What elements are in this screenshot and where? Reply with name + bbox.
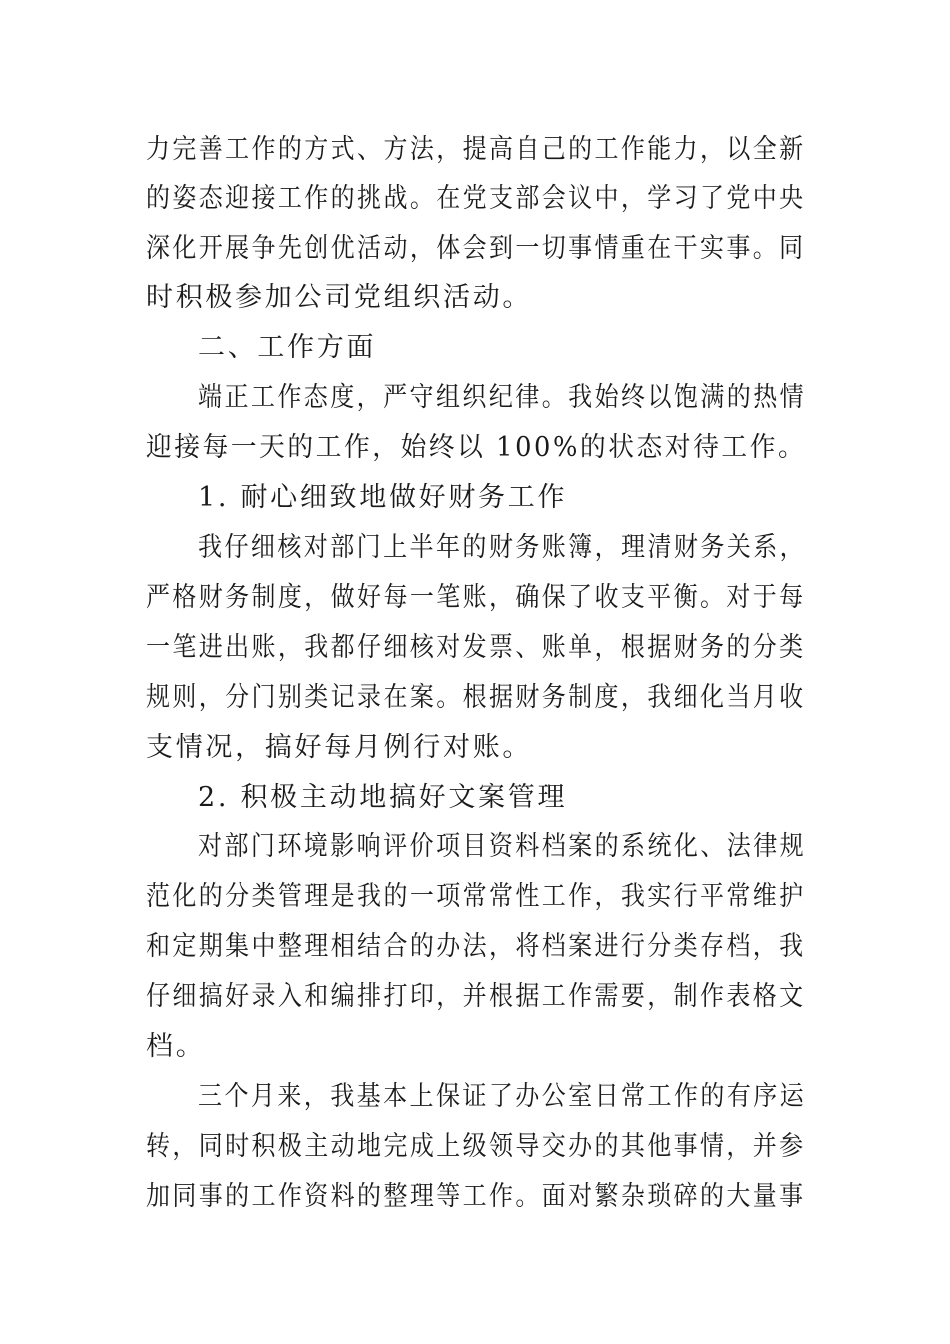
body-text-line: 加同事的工作资料的整理等工作。面对繁杂琐碎的大量事 — [146, 1181, 806, 1212]
body-text-line: 三个月来，我基本上保证了办公室日常工作的有序运 — [198, 1081, 807, 1112]
body-text-line: 力完善工作的方式、方法，提高自己的工作能力，以全新 — [146, 134, 806, 165]
body-text-line: 支情况，搞好每月例行对账。 — [146, 732, 533, 763]
subsection-heading: 2. 积极主动地搞好文案管理 — [198, 782, 568, 813]
body-text-line: 转，同时积极主动地完成上级领导交办的其他事情，并参 — [146, 1131, 806, 1162]
body-text-line: 迎接每一天的工作，始终以 100%的状态对待工作。 — [146, 432, 807, 463]
body-text-line: 和定期集中整理相结合的办法，将档案进行分类存档，我 — [146, 931, 806, 962]
subsection-heading: 1. 耐心细致地做好财务工作 — [198, 482, 568, 513]
body-text-line: 时积极参加公司党组织活动。 — [146, 282, 533, 313]
body-text-line: 严格财务制度，做好每一笔账，确保了收支平衡。对于每 — [146, 582, 806, 613]
section-heading: 二、工作方面 — [198, 332, 377, 363]
body-text-line: 的姿态迎接工作的挑战。在党支部会议中，学习了党中央 — [146, 183, 806, 214]
body-text-line: 深化开展争先创优活动，体会到一切事情重在干实事。同 — [146, 233, 806, 264]
body-text-line: 规则，分门别类记录在案。根据财务制度，我细化当月收 — [146, 682, 806, 713]
body-text-line: 仔细搞好录入和编排打印，并根据工作需要，制作表格文 — [146, 981, 806, 1012]
body-text-line: 一笔进出账，我都仔细核对发票、账单，根据财务的分类 — [146, 632, 806, 663]
body-text-line: 档。 — [146, 1031, 206, 1062]
body-text-line: 范化的分类管理是我的一项常常性工作，我实行平常维护 — [146, 881, 806, 912]
body-text-line: 对部门环境影响评价项目资料档案的系统化、法律规 — [198, 831, 807, 862]
body-text-line: 端正工作态度，严守组织纪律。我始终以饱满的热情 — [198, 382, 807, 413]
body-text-line: 我仔细核对部门上半年的财务账簿，理清财务关系， — [198, 532, 807, 563]
